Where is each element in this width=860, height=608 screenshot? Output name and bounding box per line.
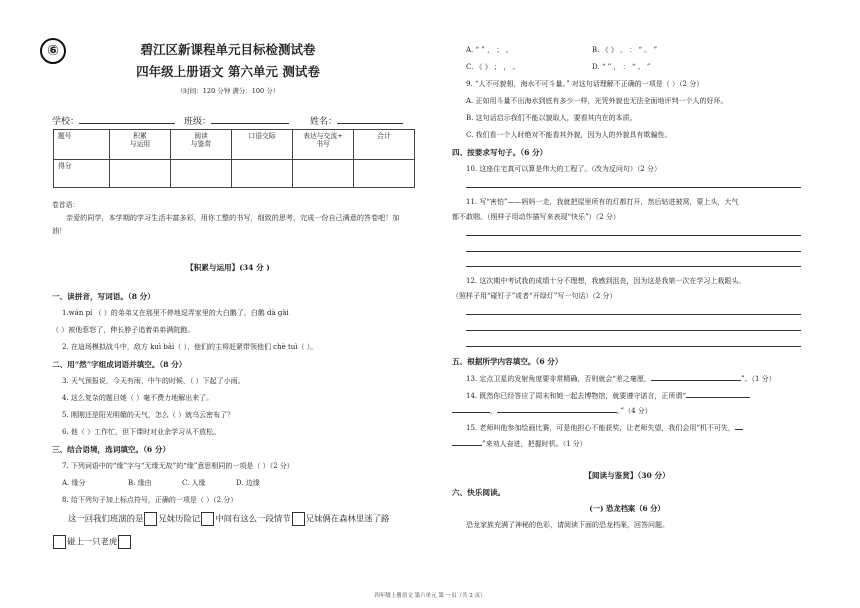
answer-line[interactable]: [466, 187, 801, 188]
question-8-option-d[interactable]: D. “ ” ， ： “ 。 ”: [592, 63, 651, 71]
question-9: 9. “人不可貌相，海水不可斗量。” 对这句话理解不正确的一项是（ ）（2 分）: [466, 80, 704, 88]
question-11-line-b: 都不敢喘。（照样子用动作描写来表现“快乐”）（2 分）: [452, 213, 620, 221]
fill-blank[interactable]: [452, 404, 490, 413]
exam-subtitle-title: 四年级上册语文 第六单元 测试卷: [136, 64, 320, 79]
class-label: 班级：: [184, 117, 212, 127]
score-row-label: 得分: [54, 160, 110, 188]
question-15-line-b: [452, 437, 587, 449]
question-7-option-a[interactable]: A. 缘分: [62, 479, 86, 487]
test-number-badge: ⑥: [40, 38, 66, 64]
score-header-cell: 表达与交流+ 书写: [293, 130, 354, 160]
question-12-line-a: 12. 这次期中考试我的成绩十分不理想，我感到沮丧，因为这是我第一次在学习上栽跟头。: [466, 277, 746, 285]
q8-text-part-3: 中间有这么一段情节: [215, 513, 291, 524]
punctuation-box[interactable]: [53, 535, 66, 549]
fill-blank[interactable]: [452, 437, 482, 446]
question-14-end: 。”（4 分）: [617, 407, 652, 415]
reading-passage-title: (一) 恐龙档案（6 分）: [589, 504, 665, 513]
question-5: 5. 刚刚还是阳光明媚的天气，怎么（ ）就乌云密布了？: [62, 411, 235, 419]
question-15-text: 15. 老师叫他参加绘画比赛，可是他担心不能获奖，让老师失望，我们会用“机不可失，: [466, 424, 735, 432]
section-6-heading: 六、快乐阅读。: [452, 488, 506, 497]
score-cell[interactable]: [354, 160, 415, 188]
q8-text-part-2: 兄妹历险记: [158, 513, 201, 524]
answer-line[interactable]: [466, 330, 801, 331]
class-field: [184, 114, 289, 127]
score-header-cell: 阅读 与鉴赏: [171, 130, 232, 160]
question-3: 3. 天气预报说，今天有雨，中午的时候，（ ）下起了小雨。: [62, 377, 245, 385]
score-header-cell: 合计: [354, 130, 415, 160]
score-cell[interactable]: [293, 160, 354, 188]
question-9-option-b[interactable]: B. 这句话启示我们不能以貌取人，要看其内在的本质。: [466, 114, 637, 122]
name-field: [310, 114, 403, 127]
question-8-option-a[interactable]: A. “ ” ， ； 。: [466, 46, 513, 54]
section-accumulation-title: 【积累与运用】(34 分 ): [186, 263, 270, 272]
preface-body: 亲爱的同学，本学期的学习生活丰富多彩，用你工整的书写，细致的思考，完成一份自己满意的答卷吧！加油！: [52, 213, 400, 235]
question-12-line-b: （照样子用“碰钉子”或者“开绿灯”写一句话）（2 分）: [452, 292, 617, 300]
question-9-option-c[interactable]: C. 我们看一个人时绝对不能看其外貌，因为人的外貌具有欺骗性。: [466, 131, 672, 139]
question-8-option-c[interactable]: C. 《 》 ； ， 。: [466, 63, 520, 71]
question-8-sentence-line-2: [52, 535, 132, 549]
school-field: [52, 114, 175, 127]
question-15-end: ”来劝人奋进，把握时机。（1 分）: [482, 440, 587, 448]
question-8: 8. 给下列句子加上标点符号，正确的一项是（ ）（2 分）: [62, 496, 238, 504]
fill-blank[interactable]: [651, 372, 741, 381]
section-3-heading: 三、结合语境，选词填空。（6 分）: [52, 445, 171, 454]
exam-title: 碧江区新课程单元目标检测试卷: [140, 42, 316, 57]
q8-text-part-5: 碰上一只老虎: [67, 536, 118, 547]
question-11-line-a: 11. 写“害怕”——妈妈一走，我就把屋里所有的灯都打开，然后钻进被窝，蒙上头，大气: [466, 198, 739, 206]
question-2: 2. 在這场模拟战斗中，敌方 kuì bài（ ），他们的主将赶紧带领他们 chè tuì（ ）。: [62, 343, 318, 351]
answer-line[interactable]: [466, 346, 801, 347]
question-7-option-b[interactable]: B. 缘由: [128, 479, 152, 487]
q8-text-part-4: 兄妹俩在森林里迷了路: [305, 513, 390, 524]
section-4-heading: 四、按要求写句子。（6 分）: [452, 148, 548, 157]
score-header-cell: 口语交际: [232, 130, 293, 160]
question-13-text: 13. 定点卫星的发射角度要非常精确，否则就会“差之毫厘，: [466, 375, 651, 383]
question-10: 10. 这座住宅真可以算是伟大的工程了。（改为反问句）（2 分）: [466, 165, 662, 173]
school-label: 学校：: [52, 117, 80, 127]
question-1-line-b: （ ）被他惹怒了，伸长脖子追着弟弟满院跑。: [52, 326, 195, 334]
fill-blank[interactable]: [735, 421, 743, 430]
fill-blank[interactable]: [497, 404, 617, 413]
punctuation-box[interactable]: [201, 512, 214, 526]
question-9-option-a[interactable]: A. 正如用斗量不出海水到底有多少一样，光凭外貌也无法全面地评判一个人的好坏。: [466, 97, 728, 105]
score-table: [53, 129, 415, 188]
question-14-comma: ，: [490, 407, 497, 415]
question-13: [466, 372, 776, 384]
score-cell[interactable]: [110, 160, 171, 188]
answer-line[interactable]: [466, 235, 801, 236]
punctuation-box[interactable]: [118, 535, 131, 549]
preface-title: 卷首语：: [52, 201, 80, 209]
answer-line[interactable]: [466, 251, 801, 252]
page-footer: 四年级上册语文 第六单元 第 一页（共 2 页）: [374, 593, 486, 599]
section-5-heading: 五、根据所学内容填空。（6 分）: [452, 357, 563, 366]
score-cell[interactable]: [171, 160, 232, 188]
punctuation-box[interactable]: [144, 512, 157, 526]
question-7-option-c[interactable]: C. 人缘: [182, 479, 206, 487]
question-1-line-a: 1.wán pí （ ）的弟弟又在那里不停地逗弄家里的大白鹅了，白鹅 dà gài: [62, 309, 289, 317]
score-header-cell: 积累 与运用: [110, 130, 171, 160]
score-table-header-row: [54, 130, 415, 160]
answer-line[interactable]: [466, 266, 801, 267]
punctuation-box[interactable]: [292, 512, 305, 526]
section-1-heading: 一、读拼音，写词语。（8 分）: [52, 292, 155, 301]
question-14-text: 14. 既然你已经答应了周末和她一起去博物馆，就要遵守诺言，正所谓“: [466, 392, 686, 400]
name-label: 姓名：: [310, 117, 338, 127]
question-7: 7. 下列词语中的“缘”字与“无缘无故”的“缘”意思相同的一项是（ ）（2 分）: [62, 462, 294, 470]
score-table-row: [54, 160, 415, 188]
question-14-line-a: [466, 389, 750, 401]
reading-intro: 恐龙家族充满了神秘的色彩，请阅读下面的恐龙档案，回答问题。: [466, 521, 669, 529]
question-15-line-a: [466, 421, 743, 433]
exam-time-score: （时间：120 分钟 满分：100 分）: [176, 87, 280, 95]
question-8-sentence-line-1: [68, 512, 389, 526]
answer-line[interactable]: [466, 314, 801, 315]
score-cell[interactable]: [232, 160, 293, 188]
question-8-option-b[interactable]: B. 《 》 ， ： “ 。 ”: [592, 46, 658, 54]
fill-blank[interactable]: [686, 389, 750, 398]
q8-text-part-1: 这一回我们班演的是: [68, 513, 144, 524]
section-2-heading: 二、用“然”字组成词语并填空。（8 分）: [52, 360, 187, 369]
question-4: 4. 这么复杂的题目她（ ）毫不费力地解出来了。: [62, 394, 214, 402]
question-14-line-b: [452, 404, 652, 416]
question-7-option-d[interactable]: D. 边缘: [236, 479, 260, 487]
question-13-end: ”。（1 分）: [740, 375, 776, 383]
section-reading-title: 【阅读与鉴赏】（30 分）: [584, 471, 670, 480]
question-6: 6. 他（ ）工作忙，但下课时对业余学习从不放松。: [62, 428, 221, 436]
score-header-cell: 题号: [54, 130, 110, 160]
